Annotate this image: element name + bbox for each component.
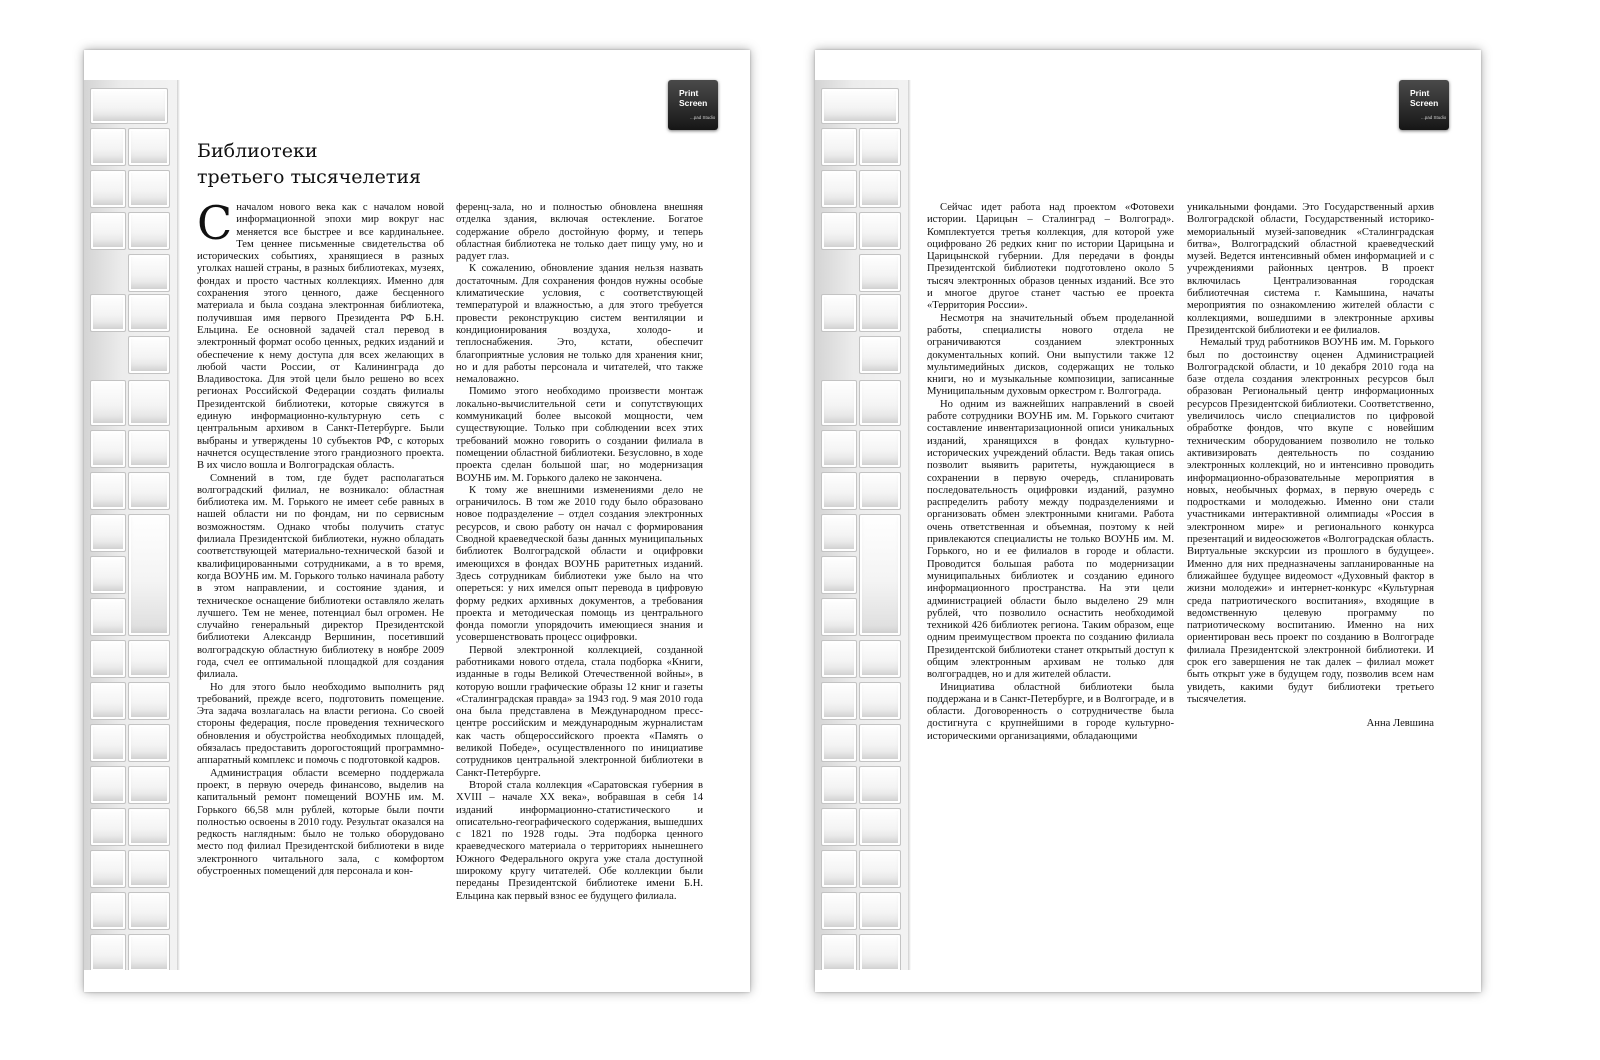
keyboard-key-decoration	[821, 640, 857, 678]
article-title: Библиотеки третьего тысячелетия	[197, 140, 421, 188]
keyboard-key-decoration	[859, 640, 901, 678]
keyboard-key-decoration	[859, 850, 901, 888]
keyboard-key-decoration	[859, 254, 901, 292]
keyboard-key-decoration	[128, 640, 170, 678]
keyboard-key-decoration	[90, 640, 126, 678]
keyboard-key-decoration	[90, 892, 126, 930]
paragraph: Но для этого было необходимо выполнить ряд требований, прежде всего, подготовить помещение. Эта задача возлагалась на власти региона. Со своей стороны федерация, после проведения технического обновления и обустройства необходимых площадей, обязалась предоставить дорогостоящий программно-аппаратный комплекс и помочь с подготовкой кадров.	[197, 681, 444, 767]
paragraph: Второй стала коллекция «Саратовская губерния в XVIII – начале XX века», вобравшая в себя 14 изданий информационно-статистического и описательно-географического содержания, вышедших с 1821 по 1928 годы. Эта подборка ценного краеведческого материала о территориях нынешнего Южного Федерального округа уже стала доступной широкому кругу читателей. Обе коллекции были переданы Президентской библиотеке имени Б.Н. Ельцина как первый взнос ее будущего филиала.	[456, 779, 703, 902]
keyboard-key-decoration	[859, 128, 901, 166]
drop-cap: С	[197, 196, 233, 250]
keyboard-key-decoration	[859, 212, 901, 250]
keyboard-key-decoration	[859, 380, 901, 426]
keyboard-key-decoration	[821, 934, 857, 970]
keyboard-key-decoration	[821, 724, 857, 762]
keyboard-key-decoration	[128, 808, 170, 846]
keyboard-key-decoration	[90, 514, 126, 552]
keyboard-key-decoration	[821, 556, 857, 594]
keyboard-key-decoration	[859, 514, 901, 636]
keyboard-key-decoration	[90, 682, 126, 720]
keyboard-key-decoration	[90, 380, 126, 426]
paragraph: Помимо этого необходимо произвести монтаж локально-вычислительной сети и сопутствующих коммуникаций более высокой мощности, чем существующие. Только при соблюдении всех этих требований можно говорить о создании филиала в помещении областной библиотеки. Безусловно, в ходе проекта сделан большой шаг, но модернизация ВОУНБ им. М. Горького далеко не закончена.	[456, 386, 703, 484]
keyboard-key-decoration	[90, 724, 126, 762]
keyboard-key-decoration	[90, 850, 126, 888]
keyboard-key-decoration	[128, 212, 170, 250]
keyboard-key-decoration	[90, 472, 126, 510]
keyboard-key-decoration	[128, 766, 170, 804]
keyboard-key-decoration	[821, 682, 857, 720]
keyboard-key-decoration	[90, 556, 126, 594]
keyboard-key-decoration	[128, 170, 170, 208]
print-screen-logo: Print Screen ...pad Studio	[1399, 80, 1449, 130]
paragraph: Сначалом нового века как с началом новой информационной эпохи мир вокруг нас меняется все быстрее и все кардинальнее. Тем ценнее письменные свидетельства об исторических событиях, хранящиеся в разных уголках нашей страны, в разных библиотеках, музеях, фондах и просто частных коллекциях. Именно для сохранения этого ценного, даже бесценного материала и была создана электронная библиотека, получившая имя первого Президента РФ Б.Н. Ельцина. Ее основной задачей стал перевод в электронный формат особо ценных, редких изданий и обеспечение к нему доступа для всех желающих в любой части России, от Калининграда до Владивостока. Для этой цели было решено во всех регионах Российской Федерации создать филиалы Президентской библиотеки, которые свяжутся в единую информационно-культурную сеть с центральным архивом в Санкт-Петербурге. Были выбраны и утверждены 10 субъектов РФ, с которых начнется осуществление этого грандиозного проекта. В их число вошла и Волгоградская область.	[197, 196, 444, 472]
keyboard-key-decoration	[821, 128, 857, 166]
keyboard-key-decoration	[128, 892, 170, 930]
paragraph: К тому же внешними изменениями дело не ограничилось. В том же 2010 году было образовано новое подразделение – отдел создания электронных ресурсов, и свою работу он начал с формирования Сводной краеведческой базы данных муниципальных библиотек Волгоградской области и оцифровки имеющихся в фондах ВОУНБ раритетных изданий. Здесь сотрудникам библиотеки уже было на что опереться: у них имелся опыт перевода в цифровую форму редких архивных документов, а требования проекта и методическая помощь из центрального фонда помогли упорядочить имеющиеся знания и усовершенствовать процесс оцифровки.	[456, 484, 703, 644]
keyboard-key-decoration	[821, 170, 857, 208]
left-page	[84, 50, 750, 992]
keyboard-key-decoration	[90, 430, 126, 468]
keyboard-key-decoration	[128, 934, 170, 970]
keyboard-key-decoration	[90, 88, 168, 124]
keyboard-key-decoration	[90, 766, 126, 804]
paragraph: Сейчас идет работа над проектом «Фотовехи истории. Царицын – Сталинград – Волгоград». Комплектуется третья коллекция, для которой уже оцифровано 26 редких книг по истории Царицына и Царицынской губернии. Для передачи в фонды Президентской библиотеки подготовлено около 5 тысяч электронных образов ценных изданий. Все это и многое другое станет частью ее проекта «Территория России».	[927, 202, 1174, 312]
paragraph: ференц-зала, но и полностью обновлена внешняя отделка здания, включая остекление. Богатое содержание обрело достойную форму, и теперь областная библиотека не только дает пищу уму, но и радует глаз.	[456, 202, 703, 263]
keyboard-key-decoration	[90, 808, 126, 846]
keyboard-key-decoration	[821, 514, 857, 552]
keyboard-key-decoration	[821, 892, 857, 930]
keyboard-key-decoration	[821, 380, 857, 426]
paragraph: Инициатива областной библиотеки была поддержана и в Санкт-Петербурге, и в Волгограде, и в области. Договоренность о сотрудничестве была достигнута с крупнейшими в городе культурно-историческими организациями, обладающими	[927, 681, 1174, 742]
paragraph: Несмотря на значительный объем проделанной работы, специалисты нового отдела не ограничиваются созданием электронных документальных копий. Они выпустили также 12 мультимедийных дисков, содержащих не только книги, но и музыкальные композиции, записанные Муниципальным духовым оркестром г. Волгограда.	[927, 312, 1174, 398]
keyboard-key-decoration	[90, 128, 126, 166]
keyboard-key-decoration	[128, 724, 170, 762]
left-page-column-1	[197, 196, 444, 878]
keyboard-key-decoration	[859, 808, 901, 846]
keyboard-key-decoration	[128, 380, 170, 426]
paragraph: Немалый труд работников ВОУНБ им. М. Горького был по достоинству оценен Администрацией Волгоградской области, и 10 декабря 2010 года на базе отдела создания электронных ресурсов был образован Региональный центр информационных ресурсов Президентской библиотеки. Соответственно, увеличилось число специалистов по цифровой обработке фондов, что вкупе с новейшим техническим оборудованием позволило не только активизировать деятельность по созданию электронных коллекций, но и интенсивно проводить информационно-образовательные мероприятия в новых, необычных формах, в первую очередь с подростками и молодежью. Именно они стали участниками интерактивной олимпиады «Россия в электронном мире» и регионального конкурса презентаций и видеосюжетов «Волгоградская область. Виртуальные экскурсии из прошлого в будущее». Именно для них предназначены запланированные на ближайшее будущее видеомост «Духовный фактор в жизни молодежи» и интернет-конкурс «Культурная среда патриотического воспитания», входящие в ведомственную целевую программу по патриотическому воспитанию. Именно на них ориентирован весь проект по созданию в Волгограде филиала Президентской электронной библиотеки. И срок его завершения не так далек – филиал может быть открыт уже в будущем году, позволив всем нам увидеть, какими будут библиотеки третьего тысячелетия.	[1187, 337, 1434, 705]
keyboard-key-decoration	[128, 254, 170, 292]
keyboard-key-decoration	[859, 294, 901, 332]
keyboard-key-decoration	[128, 850, 170, 888]
keyboard-decoration	[815, 80, 911, 970]
paragraph: Но одним из важнейших направлений в своей работе сотрудники ВОУНБ им. М. Горького считают составление инвентаризационной описи уникальных изданий, хранящихся в фондах культурно-исторических учреждений области. Ведь такая опись позволит выявить раритеты, нуждающиеся в сохранении в первую очередь, спланировать последовательность оцифровки изданий, разумно распределить работу между подразделениями и организовать обмен электронными книгами. Работа очень ответственная и объемная, поэтому к ней привлекаются специалисты не только ВОУНБ им. М. Горького, но и ее филиалов в городе и области. Проводится большая работа по модернизации муниципальных библиотек и созданию единого информационного пространства. На эти цели администрацией области было выделено 29 млн рублей, что позволило оснастить необходимой техникой 426 библиотек региона. Таким образом, еще одним преимуществом проекта по созданию филиала Президентской библиотеки станет открытый доступ к общим электронным архивам не только для волгоградцев, но и для жителей области.	[927, 398, 1174, 681]
keyboard-key-decoration	[128, 294, 170, 332]
paragraph: Первой электронной коллекцией, созданной работниками нового отдела, стала подборка «Книги, изданные в годы Великой Отечественной войны», в которую вошли графические образы 12 книг и газеты «Сталинградская правда» за 1943 год. 9 мая 2010 года она была представлена в Международном пресс-центре российским и международным журналистам как часть общероссийского проекта «Память о великой Победе», осуществленного по инициативе сотрудников центральной электронной библиотеки в Санкт-Петербурге.	[456, 644, 703, 779]
keyboard-key-decoration	[90, 212, 126, 250]
keyboard-key-decoration	[859, 336, 901, 374]
keyboard-key-decoration	[859, 430, 901, 468]
keyboard-key-decoration	[128, 682, 170, 720]
keyboard-key-decoration	[821, 294, 857, 332]
keyboard-key-decoration	[821, 472, 857, 510]
right-page-column-2	[1187, 202, 1434, 730]
keyboard-key-decoration	[128, 514, 170, 636]
print-screen-logo: Print Screen ...pad Studio	[668, 80, 718, 130]
keyboard-key-decoration	[128, 430, 170, 468]
keyboard-key-decoration	[821, 430, 857, 468]
keyboard-key-decoration	[90, 598, 126, 636]
paragraph: К сожалению, обновление здания нельзя назвать достаточным. Для сохранения фондов нужны особые климатические условия, с соответствующей температурой и влажностью, а для этого требуется провести реконструкцию систем вентиляции и кондиционирования воздуха, холодо- и теплоснабжения. Это, кстати, обеспечит благоприятные условия не только для хранения книг, но и для работы персонала и читателей, что также немаловажно.	[456, 263, 703, 386]
keyboard-key-decoration	[859, 724, 901, 762]
paragraph: уникальными фондами. Это Государственный архив Волгоградской области, Государственный историко-мемориальный музей-заповедник «Сталинградская битва», Волгоградский областной краеведческий музей. Ведется интенсивный обмен информацией и с учреждениями районных центров. В проект включилась Централизованная городская библиотечная система г. Камышина, начаты мероприятия по ознакомлению жителей области с коллекциями, вошедшими в электронные архивы Президентской библиотеки и ее филиалов.	[1187, 202, 1434, 336]
keyboard-key-decoration	[821, 808, 857, 846]
keyboard-key-decoration	[90, 294, 126, 332]
author-signature: Анна Левшина	[1366, 718, 1434, 730]
keyboard-key-decoration	[128, 472, 170, 510]
keyboard-key-decoration	[128, 128, 170, 166]
keyboard-key-decoration	[821, 212, 857, 250]
paragraph: Администрация области всемерно поддержала проект, в первую очередь финансово, выделив на капитальный ремонт помещений ВОУНБ им. М. Горького 66,58 млн рублей, которые были почти полностью освоены в 2010 году. Результат оказался на редкость наглядным: было не только оборудовано место под филиал Президентской библиотеки в виде электронного читального зала, с комфортом обустроенных помещений для персонала и кон-	[197, 767, 444, 878]
keyboard-key-decoration	[90, 170, 126, 208]
right-page	[815, 50, 1481, 992]
paragraph: Сомнений в том, где будет располагаться волгоградский филиал, не возникало: областная библиотека им. М. Горького не имеет себе равных в нашей области ни по фондам, ни по сервисным возможностям. Однако чтобы получить статус филиала Президентской библиотеки, нужно обладать соответствующей материально-технической базой и квалифицированными сотрудниками, а в то время, когда ВОУНБ им. М. Горького только начинала работу в этом направлении, и состояние здания, и техническое оснащение библиотеки оставляло желать лучшего. Тем не менее, потенциал был огромен. Не случайно генеральный директор Президентской библиотеки Александр Вершинин, посетивший волгоградскую областную библиотеку в ноябре 2009 года, счел ее оптимальной площадкой для создания филиала.	[197, 472, 444, 681]
keyboard-key-decoration	[821, 88, 899, 124]
keyboard-key-decoration	[859, 766, 901, 804]
keyboard-key-decoration	[859, 934, 901, 970]
keyboard-key-decoration	[859, 170, 901, 208]
left-page-column-2	[456, 202, 703, 903]
keyboard-key-decoration	[821, 850, 857, 888]
keyboard-key-decoration	[859, 892, 901, 930]
keyboard-key-decoration	[859, 682, 901, 720]
right-page-column-1	[927, 202, 1174, 743]
keyboard-key-decoration	[90, 934, 126, 970]
keyboard-decoration	[84, 80, 180, 970]
keyboard-key-decoration	[859, 472, 901, 510]
keyboard-key-decoration	[821, 598, 857, 636]
keyboard-key-decoration	[128, 336, 170, 374]
keyboard-key-decoration	[821, 766, 857, 804]
